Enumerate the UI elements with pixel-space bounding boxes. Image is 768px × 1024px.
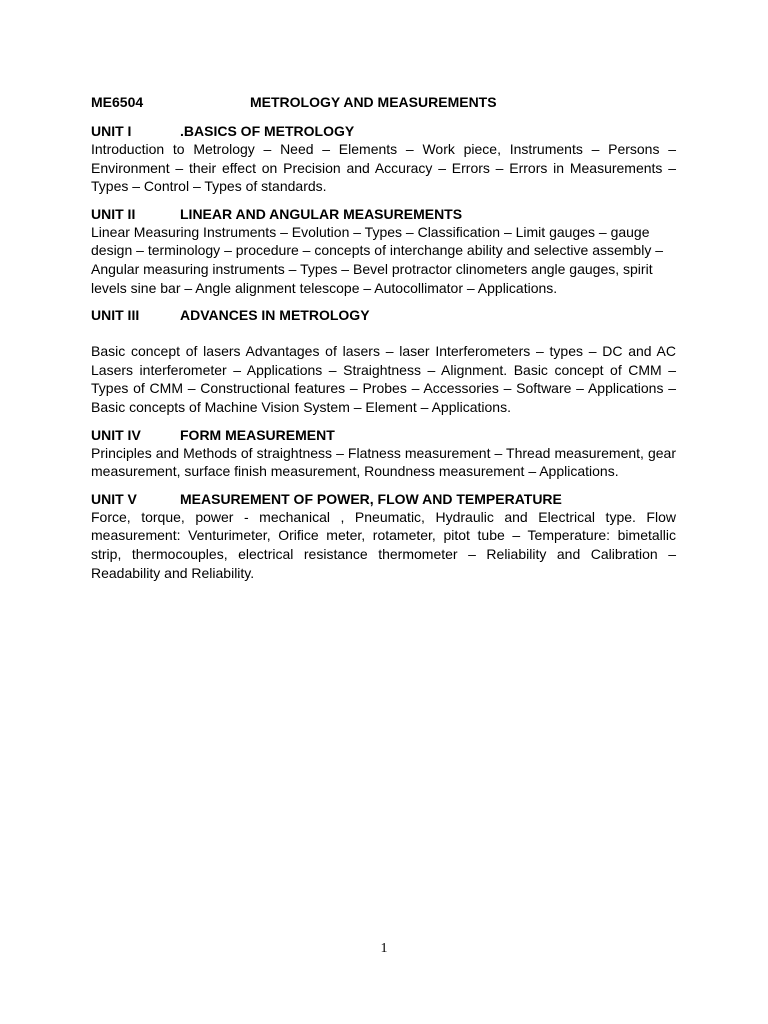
unit-heading — [91, 490, 676, 508]
unit-description: Introduction to Metrology – Need – Elements – Work piece, Instruments – Persons – Environment – their effect on Precision and Accuracy – Errors – Errors in Measurements – Types – Control – Types of standards. — [91, 141, 676, 195]
unit-number: UNIT IV — [91, 426, 141, 443]
unit-title: LINEAR AND ANGULAR MEASUREMENTS — [180, 205, 463, 222]
unit-section-3 — [91, 306, 676, 416]
unit-section-2 — [91, 205, 676, 297]
unit-description: Basic concept of lasers Advantages of lasers – laser Interferometers – types – DC and AC Lasers interferometer – Applications – Straightness – Alignment. Basic concept of CMM – Types of CMM – Constructional features – Probes – Accessories – Software – Applications – Basic concepts of Machine Vision System – Element – Applications. — [91, 343, 676, 415]
unit-description: Force, torque, power - mechanical , Pneumatic, Hydraulic and Electrical type. Flow measurement: Venturimeter, Orifice meter, rotameter, pitot tube – Temperature: bimetallic strip, thermocouples, electrical resistance thermometer – Reliability and Calibration – Readability and Reliability. — [91, 508, 676, 581]
unit-heading — [91, 426, 676, 444]
unit-number: UNIT I — [91, 123, 132, 139]
syllabus-page — [91, 92, 676, 591]
unit-description: Principles and Methods of straightness – Flatness measurement – Thread measurement, gear measurement, surface finish measurement, Roundness measurement – Applications. — [91, 444, 676, 480]
unit-heading — [91, 306, 676, 324]
course-code: ME6504 — [91, 94, 144, 110]
document-header — [91, 92, 676, 112]
unit-section-4 — [91, 426, 676, 481]
unit-number: UNIT V — [91, 490, 137, 507]
blank-line — [91, 324, 676, 342]
unit-section-5 — [91, 490, 676, 582]
unit-number: UNIT III — [91, 307, 140, 324]
unit-number: UNIT II — [91, 205, 136, 222]
unit-heading — [91, 122, 676, 140]
course-title: METROLOGY AND MEASUREMENTS — [250, 94, 497, 110]
page-number: 1 — [380, 941, 388, 956]
unit-title: FORM MEASUREMENT — [180, 426, 335, 443]
unit-title: .BASICS OF METROLOGY — [180, 123, 355, 139]
unit-heading — [91, 205, 676, 223]
unit-title: ADVANCES IN METROLOGY — [180, 307, 370, 324]
unit-title: MEASUREMENT OF POWER, FLOW AND TEMPERATURE — [180, 490, 562, 507]
unit-description: Linear Measuring Instruments – Evolution – Types – Classification – Limit gauges – gauge design – terminology – procedure – concepts of interchange ability and selective assembly – Angular measuring instruments – Types – Bevel protractor clinometers angle gauges, spirit levels sine bar – Angle alignment telescope – Autocollimator – Applications. — [91, 223, 663, 296]
unit-section-1 — [91, 122, 676, 196]
